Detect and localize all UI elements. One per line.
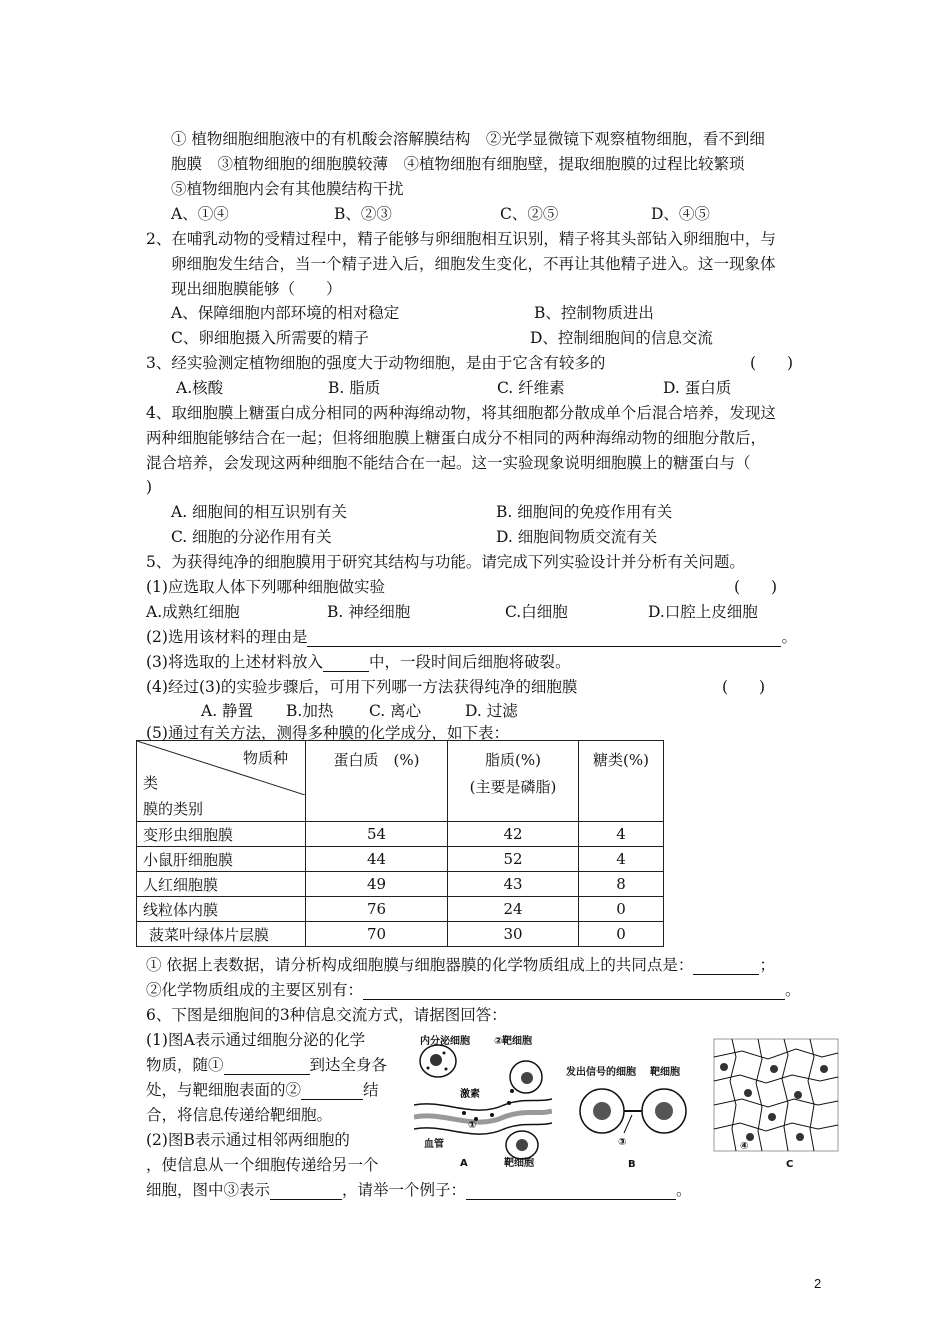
figure-a-target-bottom-label: 靶细胞 [504,1158,534,1169]
table-cell-membrane: 人红细胞膜 [137,872,306,897]
q5-difference-label: ②化学物质组成的主要区别有： [146,981,364,999]
table-cell-sugar: 0 [579,897,664,922]
q6-a-vessel-blank[interactable] [224,1058,310,1075]
table-cell-membrane: 小鼠肝细胞膜 [137,847,306,872]
table-cell-protein: 76 [306,897,448,922]
q6-a-line1: (1)图A表示通过细胞分泌的化学 [146,1031,366,1049]
q6-a-line2-label: 物质，随① [146,1056,224,1074]
q4-option-a: A. 细胞间的相互识别有关 [171,503,348,521]
q6-b-example-blank[interactable] [466,1183,676,1200]
q6-a-line2 [146,1055,387,1075]
page-number: 2 [814,1276,822,1291]
diagonal-header-substance: 物质种 [243,749,289,767]
diagonal-header-membrane-type: 膜的类别 [143,800,204,818]
q5-common-answer-blank[interactable] [693,958,759,975]
q2-text-line2: 卵细胞发生结合，当一个精子进入后，细胞发生变化，不再让其他精子进入。这一现象体 [171,255,776,273]
q6-b-structure-blank[interactable] [270,1183,342,1200]
q3-option-a: A.核酸 [176,379,224,397]
q2-text-line3: 现出细胞膜能够（ ） [171,280,342,298]
figure-a-target-top-label: 靶细胞 [502,1036,532,1047]
table-cell-membrane: 变形虫细胞膜 [137,822,306,847]
q5-part4-option-c: C. 离心 [369,702,422,720]
q3-option-c: C. 纤维素 [497,379,565,397]
q5-part3-tail: 中，一段时间后细胞将破裂。 [368,653,571,671]
q2-option-a: A、保障细胞内部环境的相对稳定 [171,304,400,322]
q5-part1-option-c: C.白细胞 [505,603,568,621]
q6-b-line3-label: 细胞，图中③表示 [146,1181,271,1199]
table-cell-lipid: 24 [448,897,579,922]
q5-intro: 5、为获得纯净的细胞膜用于研究其结构与功能。请完成下列实验设计并分析有关问题。 [146,553,745,571]
q5-part3 [146,652,570,672]
q1-text-line2: 胞膜 ③植物细胞的细胞膜较薄 ④植物细胞有细胞壁，提取细胞膜的过程比较繁琐 [171,155,745,173]
q3-answer-bracket[interactable]: ( ) [750,354,794,372]
q5-difference-question [146,980,801,1000]
q6-a-line3 [146,1080,379,1100]
q6-a-line4: 合，将信息传递给靶细胞。 [146,1106,333,1124]
q1-option-a: A、①④ [171,205,229,223]
q3-option-b: B. 脂质 [328,379,381,397]
q2-option-b: B、控制物质进出 [534,304,654,322]
q5-part1: (1)应选取人体下列哪种细胞做实验 [146,578,385,596]
q5-common-question [146,955,775,975]
figure-a-hormone-label: 激素 [460,1089,480,1100]
table-row [137,897,664,922]
q2-text-line1: 2、在哺乳动物的受精过程中，精子能够与卵细胞相互识别，精子将其头部钻入卵细胞中，与 [146,230,776,248]
figure-b-label: B [628,1159,636,1170]
figure-b-contact-signaling [562,1063,700,1171]
q6-b-line2: ，使信息从一个细胞传递给另一个 [146,1156,379,1174]
q4-text-line3: 混合培养，会发现这两种细胞不能结合在一起。这一实验现象说明细胞膜上的糖蛋白与（ [146,454,751,472]
table-cell-lipid: 52 [448,847,579,872]
table-row [137,872,664,897]
q5-part1-option-a: A.成熟红细胞 [146,603,240,621]
table-header-sugar: 糖类(%) [579,741,664,822]
table-cell-sugar: 0 [579,922,664,947]
table-row [137,822,664,847]
q5-part2-answer-blank[interactable] [307,630,781,647]
q5-part5: (5)通过有关方法，测得多种膜的化学成分，如下表： [146,724,509,742]
q5-part2 [146,627,797,647]
table-cell-lipid: 42 [448,822,579,847]
membrane-composition-table [136,740,664,947]
figure-c-num4: ④ [740,1141,749,1152]
q4-option-b: B. 细胞间的免疫作用有关 [496,503,673,521]
diagonal-header-kind: 类 [143,774,159,792]
q2-option-c: C、卵细胞摄入所需要的精子 [171,329,369,347]
table-cell-membrane: 线粒体内膜 [137,897,306,922]
q5-part4-option-d: D. 过滤 [465,702,518,720]
q5-difference-answer-blank[interactable] [363,983,785,1000]
q6-a-line3-label: 处，与靶细胞表面的② [146,1081,302,1099]
q4-text-line1: 4、取细胞膜上糖蛋白成分相同的两种海绵动物，将其细胞都分散成单个后混合培养，发现这 [146,404,776,422]
figure-a-endocrine-signaling [414,1033,552,1171]
table-row [137,847,664,872]
table-cell-lipid: 30 [448,922,579,947]
q6-intro: 6、下图是细胞间的3种信息交流方式，请据图回答： [146,1006,507,1024]
table-header-protein: 蛋白质 (%) [306,741,448,822]
figure-a-label: A [460,1158,468,1169]
q5-part4: (4)经过(3)的实验步骤后，可用下列哪一方法获得纯净的细胞膜 [146,678,578,696]
table-row [137,922,664,947]
q5-common-label: ① 依据上表数据，请分析构成细胞膜与细胞器膜的化学物质组成上的共同点是： [146,956,694,974]
q5-part3-answer-blank[interactable] [323,655,369,672]
q5-part1-option-d: D.口腔上皮细胞 [648,603,758,621]
q5-part1-answer-bracket[interactable]: ( ) [734,578,778,596]
table-cell-lipid: 43 [448,872,579,897]
q4-option-d: D. 细胞间物质交流有关 [496,528,658,546]
q5-part4-answer-bracket[interactable]: ( ) [722,678,766,696]
q6-a-line2-tail: 到达全身各 [309,1056,388,1074]
q5-difference-end: 。 [785,981,801,999]
q5-part4-option-a: A. 静置 [201,702,254,720]
table-cell-protein: 44 [306,847,448,872]
figure-c-label: C [786,1159,794,1170]
q6-b-line1: (2)图B表示通过相邻两细胞的 [146,1131,350,1149]
table-cell-protein: 54 [306,822,448,847]
table-header-row [137,741,664,822]
table-cell-protein: 70 [306,922,448,947]
q5-common-end: ； [759,956,775,974]
figure-c-plasmodesmata-signaling [712,1037,840,1171]
figure-b-num3: ③ [618,1137,627,1148]
table-cell-protein: 49 [306,872,448,897]
table-cell-sugar: 4 [579,847,664,872]
table-diagonal-header-cell [137,741,306,822]
q5-part3-label: (3)将选取的上述材料放入 [146,653,323,671]
figure-a-num2: ② [494,1036,503,1047]
q5-part1-option-b: B. 神经细胞 [327,603,411,621]
q5-part4-option-b: B.加热 [286,702,334,720]
q5-part2-end: 。 [781,628,797,646]
q1-text-line1: ① 植物细胞细胞液中的有机酸会溶解膜结构 ②光学显微镜下观察植物细胞，看不到细 [171,130,765,148]
q5-part2-label: (2)选用该材料的理由是 [146,628,308,646]
q6-a-receptor-blank[interactable] [301,1083,363,1100]
table-cell-sugar: 8 [579,872,664,897]
figure-a-vessel-label: 血管 [424,1139,444,1150]
q6-b-example-label: ，请举一个例子： [342,1181,467,1199]
q1-option-d: D、④⑤ [651,205,710,223]
q4-text-line4: ) [146,478,153,496]
q3-text: 3、经实验测定植物细胞的强度大于动物细胞，是由于它含有较多的 [146,354,606,372]
q2-option-d: D、控制细胞间的信息交流 [530,329,713,347]
figure-b-target-label: 靶细胞 [650,1067,680,1078]
figure-a-num1: ① [468,1120,477,1131]
q1-option-b: B、②③ [334,205,392,223]
q6-a-line3-tail: 结 [363,1081,379,1099]
table-cell-sugar: 4 [579,822,664,847]
q6-b-end: 。 [676,1181,692,1199]
q1-text-line3: ⑤植物细胞内会有其他膜结构干扰 [171,180,404,198]
q1-option-c: C、②⑤ [500,205,559,223]
table-cell-membrane: 菠菜叶绿体片层膜 [137,922,306,947]
q3-option-d: D. 蛋白质 [663,379,732,397]
figure-a-endocrine-label: 内分泌细胞 [420,1036,470,1047]
q4-option-c: C. 细胞的分泌作用有关 [171,528,332,546]
table-header-lipid: 脂质(%) (主要是磷脂) [448,741,579,822]
figure-b-signal-cell-label: 发出信号的细胞 [566,1067,636,1078]
q6-b-line3 [146,1180,692,1200]
q4-text-line2: 两种细胞能够结合在一起；但将细胞膜上糖蛋白成分不相同的两种海绵动物的细胞分散后， [146,429,767,447]
